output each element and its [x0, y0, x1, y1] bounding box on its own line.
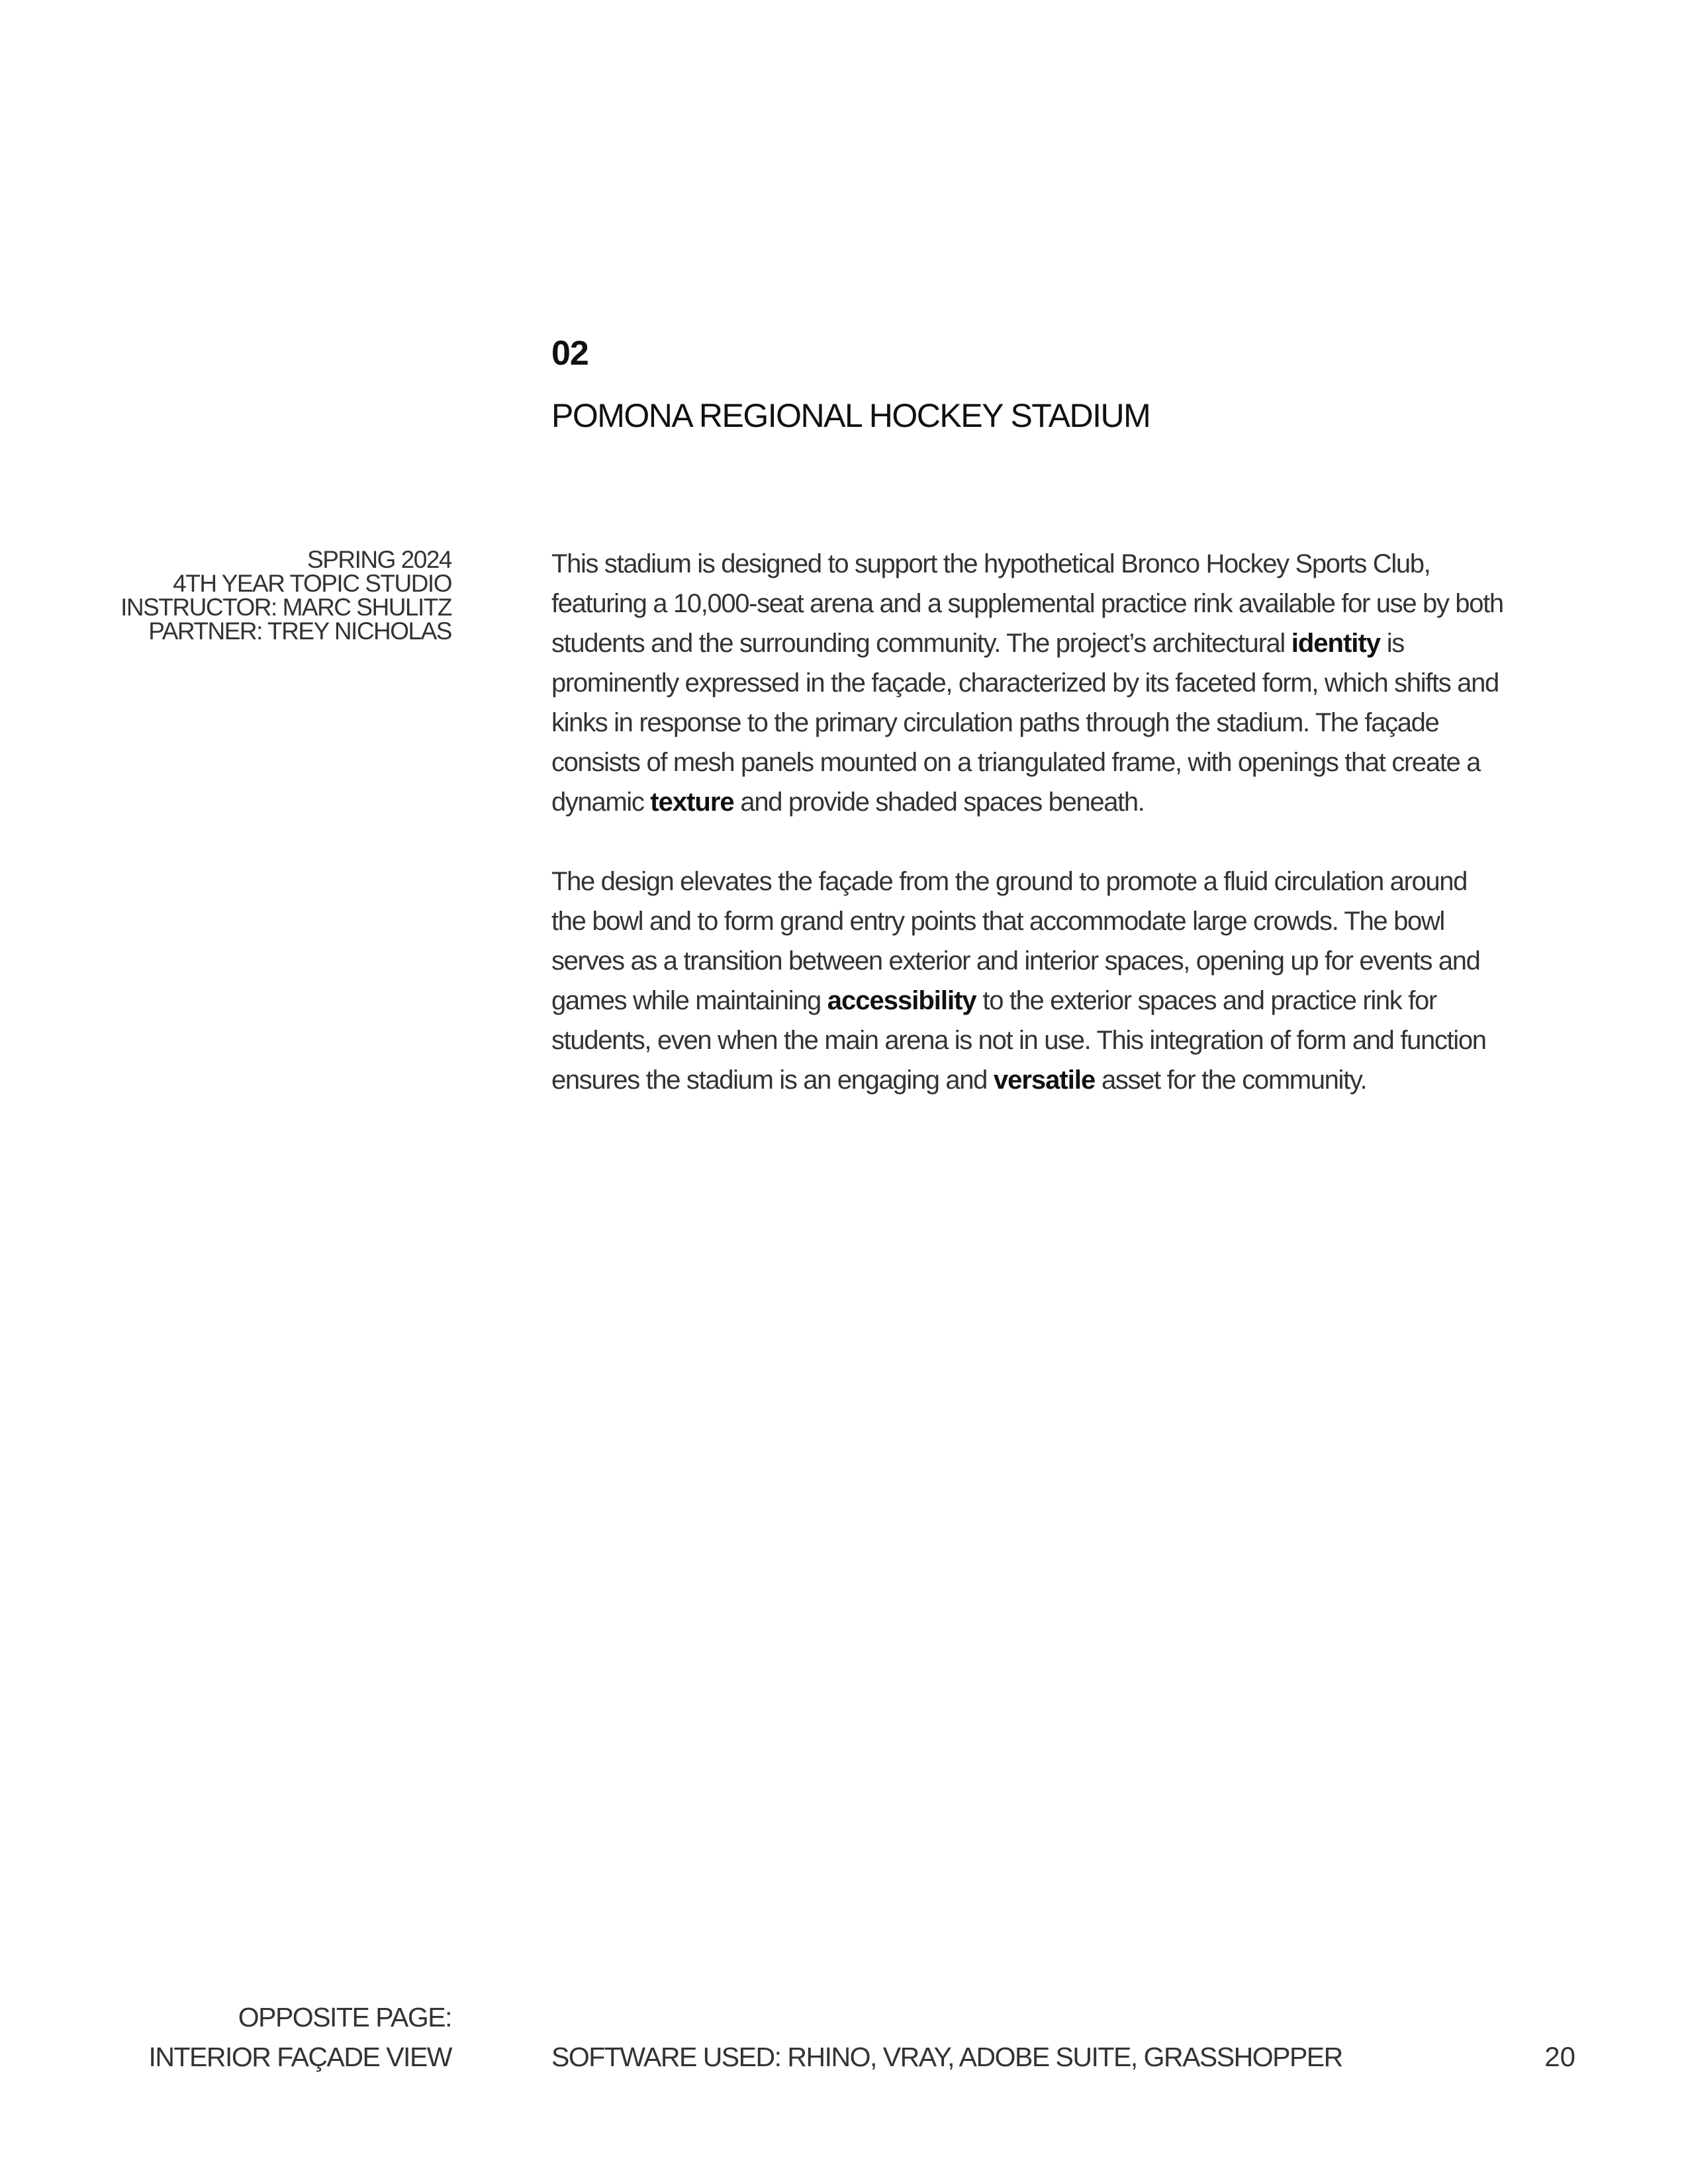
meta-semester: SPRING 2024 — [307, 546, 451, 573]
page-number: 20 — [1544, 2041, 1575, 2072]
p1-text-d: and provide shaded spaces beneath. — [733, 788, 1145, 817]
meta-studio: 4TH YEAR TOPIC STUDIO — [173, 570, 451, 597]
p2-text-a: The design elevates the façade from the ground to promote a fluid circulation around the bowl and to form grand entry points that accommodate large crowds. The bowl serves as a transition between exterior and interior spaces, opening up for events and games while maintaining — [551, 867, 1480, 1015]
image-caption — [149, 1997, 452, 2077]
project-meta — [120, 548, 451, 643]
p1-keyword-texture: texture — [650, 788, 734, 817]
project-title: POMONA REGIONAL HOCKEY STADIUM — [551, 397, 1150, 434]
caption-line-1: OPPOSITE PAGE: — [238, 2002, 451, 2032]
p2-text-c: to the exterior spaces and practice rink for students, even when the main arena is not in use. This integration of form and function ensures the stadium is an engaging and — [551, 986, 1486, 1095]
p1-text-c: is prominently expressed in the façade, characterized by its faceted form, which shifts and kinks in response to the primary circulation paths through the stadium. The façade consists of mesh panels mounted on a triangulated frame, with openings that create a dynamic — [551, 629, 1499, 817]
description-paragraph-2 — [551, 862, 1505, 1100]
p2-keyword-accessibility: accessibility — [827, 986, 976, 1015]
project-description — [551, 544, 1505, 1140]
project-number: 02 — [551, 334, 588, 373]
meta-partner: PARTNER: TREY NICHOLAS — [148, 617, 451, 645]
caption-line-2: INTERIOR FAÇADE VIEW — [148, 2042, 451, 2072]
software-used: SOFTWARE USED: RHINO, VRAY, ADOBE SUITE, GRASSHOPPER — [551, 2042, 1342, 2072]
description-paragraph-1 — [551, 544, 1505, 822]
p2-keyword-versatile: versatile — [993, 1066, 1096, 1095]
p2-text-d: asset for the community. — [1095, 1066, 1367, 1095]
meta-instructor: INSTRUCTOR: MARC SHULITZ — [120, 594, 451, 621]
p1-keyword-identity: identity — [1291, 629, 1380, 658]
p1-text-a: This stadium is designed to support the hypothetical Bronco Hockey Sports Club, featuring a 10,000-seat arena and a supplemental practice rink available for use by both students and the surrounding community. The project’s architectural — [551, 549, 1503, 658]
